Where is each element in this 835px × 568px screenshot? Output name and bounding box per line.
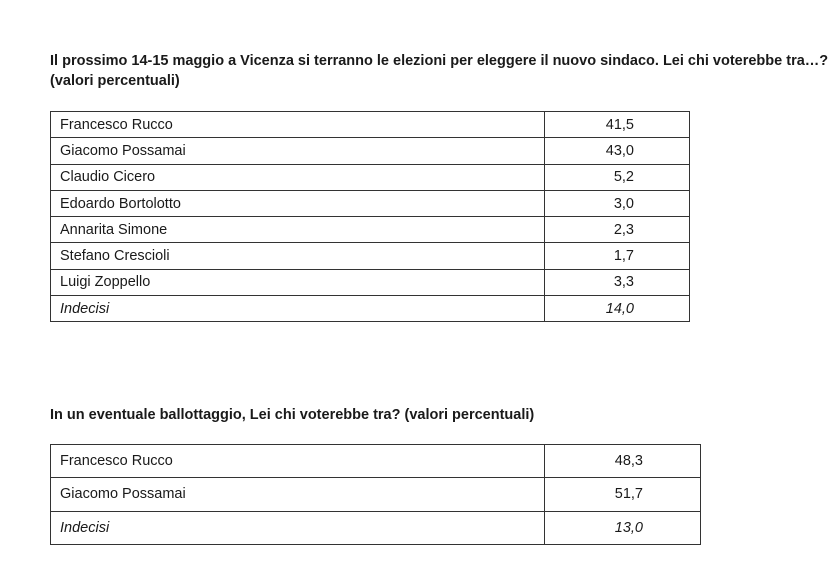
table-row — [51, 138, 690, 164]
table-row — [51, 217, 690, 243]
table-row — [51, 478, 701, 511]
table-row — [51, 190, 690, 216]
undecided-label: Indecisi — [51, 511, 545, 544]
candidate-percentage: 3,3 — [544, 269, 689, 295]
candidate-name: Annarita Simone — [51, 217, 545, 243]
candidate-name: Claudio Cicero — [51, 164, 545, 190]
runoff-question: In un eventuale ballottaggio, Lei chi voterebbe tra? (valori percentuali) — [50, 407, 535, 423]
candidate-name: Francesco Rucco — [51, 445, 545, 478]
table-row — [51, 269, 690, 295]
undecided-label: Indecisi — [51, 296, 545, 322]
table-row-undecided — [51, 296, 690, 322]
candidate-name: Francesco Rucco — [51, 112, 545, 138]
table-row — [51, 112, 690, 138]
candidate-percentage: 1,7 — [544, 243, 689, 269]
table-row — [51, 445, 701, 478]
undecided-percentage: 14,0 — [544, 296, 689, 322]
runoff-table — [50, 444, 701, 545]
first-round-question: Il prossimo 14-15 maggio a Vicenza si terranno le elezioni per eleggere il nuovo sindaco. Lei chi voterebbe tra…? (valori percentuali) — [50, 53, 829, 89]
candidate-percentage: 51,7 — [544, 478, 700, 511]
candidate-name: Edoardo Bortolotto — [51, 190, 545, 216]
candidate-percentage: 3,0 — [544, 190, 689, 216]
undecided-percentage: 13,0 — [544, 511, 700, 544]
candidate-name: Giacomo Possamai — [51, 478, 545, 511]
candidate-name: Giacomo Possamai — [51, 138, 545, 164]
candidate-percentage: 41,5 — [544, 112, 689, 138]
candidate-percentage: 2,3 — [544, 217, 689, 243]
candidate-percentage: 43,0 — [544, 138, 689, 164]
table-row — [51, 243, 690, 269]
first-round-table — [50, 111, 690, 322]
candidate-percentage: 5,2 — [544, 164, 689, 190]
candidate-percentage: 48,3 — [544, 445, 700, 478]
table-row — [51, 164, 690, 190]
candidate-name: Luigi Zoppello — [51, 269, 545, 295]
table-row-undecided — [51, 511, 701, 544]
candidate-name: Stefano Crescioli — [51, 243, 545, 269]
